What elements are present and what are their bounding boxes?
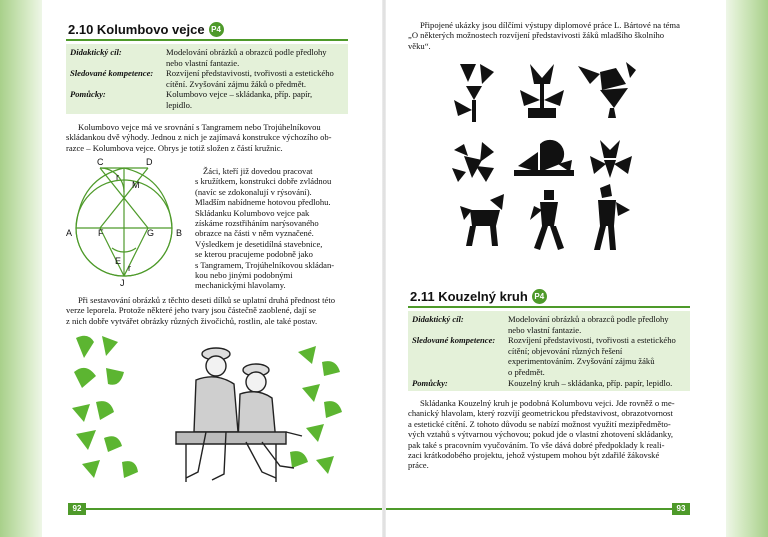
right-page-edge xyxy=(726,0,768,537)
columbus-egg-diagram xyxy=(60,158,188,298)
intro-paragraph-right: Připojené ukázky jsou dílčími výstupy diplomové práce L. Bártové na téma „O některých možnostech rozvíjení představivosti žáků mladšího školního věku“. xyxy=(408,20,680,51)
tangram-figures xyxy=(450,60,650,260)
label-m: M xyxy=(132,180,140,190)
info-row-goal: Didaktický cíl: Modelování obrázků a obrazců podle předlohy nebo vlastní fantazie. xyxy=(412,314,669,335)
label-d: D xyxy=(146,158,153,167)
page-number-right: 93 xyxy=(672,503,690,515)
section-title-kouzelny-kruh: 2.11 Kouzelný kruh P4 xyxy=(410,289,547,304)
intro-paragraph-left: Kolumbovo vejce má ve srovnání s Tangramem nebo Trojúhelníkovou skládankou dvě výhody. Jednou z nich je zajímavá konstrukce výchozího ob- razce – Kolumbova vejce. Obrys je totiž složen z částí kružnic. xyxy=(66,122,332,153)
tangram-figure-flower-1 xyxy=(454,64,494,122)
body-paragraph-right: Skládanka Kouzelný kruh je podobná Kolumbovu vejci. Jde rovněž o me- chanický hlavolam, který rozvíjí geometrickou představivost, obrazotvornost a estetické cítění. Z tohoto důvodu se nabízí možnost využití mezipředměto- vých vztahů s výtvarnou výchovou; pokud jde o vlastní zhotovení skládanky, pak také s pracovním vyučováním. To vše dává dobré předpoklady k reali- zaci krátkodobého projektu, jehož výstupem mohou být zdařilé žákovské práce. xyxy=(408,398,675,471)
tangram-figure-flower-2 xyxy=(590,140,632,178)
section-title-kolumbovo-vejce: 2.10 Kolumbovo vejce P4 xyxy=(68,22,224,37)
p4-badge: P4 xyxy=(209,22,224,37)
left-page-edge xyxy=(0,0,42,537)
label-e: E xyxy=(115,256,122,266)
info-box-right xyxy=(408,311,690,391)
label-c: C xyxy=(97,158,104,167)
info-row-competences: Sledované kompetence: Rozvíjení představivosti, tvořivosti a estetického cítění. Zvyšování zájmu žáků o předmět. xyxy=(70,68,334,89)
men-sketch xyxy=(176,348,302,482)
section-rule xyxy=(66,39,348,41)
tangram-figure-bird xyxy=(578,62,636,118)
bottom-rule-left xyxy=(86,508,382,510)
tangram-figure-snail xyxy=(514,140,574,176)
section-rule xyxy=(408,306,690,308)
info-row-goal: Didaktický cíl: Modelování obrázků a obrazců podle předlohy nebo vlastní fantazie. xyxy=(70,47,327,68)
info-box-left xyxy=(66,44,348,114)
label-b: B xyxy=(176,228,183,238)
after-paragraph: Při sestavování obrázků z těchto deseti dílků se uplatní druhá přednost této verze leporela. Protože některé jeho tvary jsou částečně zaoblené, dají se z nich dobře vytvářet obrázky různých živočichů, rostlin, ale také postav. xyxy=(66,295,336,326)
p4-badge: P4 xyxy=(532,289,547,304)
page-number-left: 92 xyxy=(68,503,86,515)
bottom-rule-right xyxy=(386,508,672,510)
label-r-top: r xyxy=(116,172,119,182)
label-f: F xyxy=(98,228,104,238)
tangram-figure-person-1 xyxy=(530,190,564,250)
tangram-figure-person-2 xyxy=(594,184,630,250)
label-r-bottom: r xyxy=(128,263,131,273)
info-row-tools: Pomůcky: Kolumbovo vejce – skládanka, příp. papír, lepidlo. xyxy=(70,89,313,110)
tangram-figure-dog xyxy=(460,194,504,246)
side-paragraph: Žáci, kteří již dovedou pracovat s kružítkem, konstrukci dobře zvládnou (navíc se zdokonalují v rýsování). Mladším nabídneme hotovou předlohu. Skládanku Kolumbovo vejce pak získáme rozstřiháním narýsovaného obrazce na části v něm vyznačené. Výsledkem je desetidílná stavebnice, se kterou pracujeme podobně jako s Tangramem, Trojúhelníkovou skládan- kou nebo jinými podobnými mechanickými hlavolamy. xyxy=(195,166,335,291)
info-row-tools: Pomůcky: Kouzelný kruh – skládanka, příp. papír, lepidlo. xyxy=(412,377,673,388)
info-row-competences: Sledované kompetence: Rozvíjení představivosti, tvořivosti a estetického cítění; objevování různých řešení experimentováním. Zvyšování zájmu žáků o předmět. xyxy=(412,335,676,377)
book-gutter xyxy=(382,0,386,537)
label-a: A xyxy=(66,228,73,238)
tangram-figure-tulip xyxy=(520,64,564,118)
illustration-men-on-bench xyxy=(66,332,348,492)
tangram-figure-cat xyxy=(452,142,494,182)
label-j: J xyxy=(120,278,125,288)
label-g: G xyxy=(147,228,155,238)
